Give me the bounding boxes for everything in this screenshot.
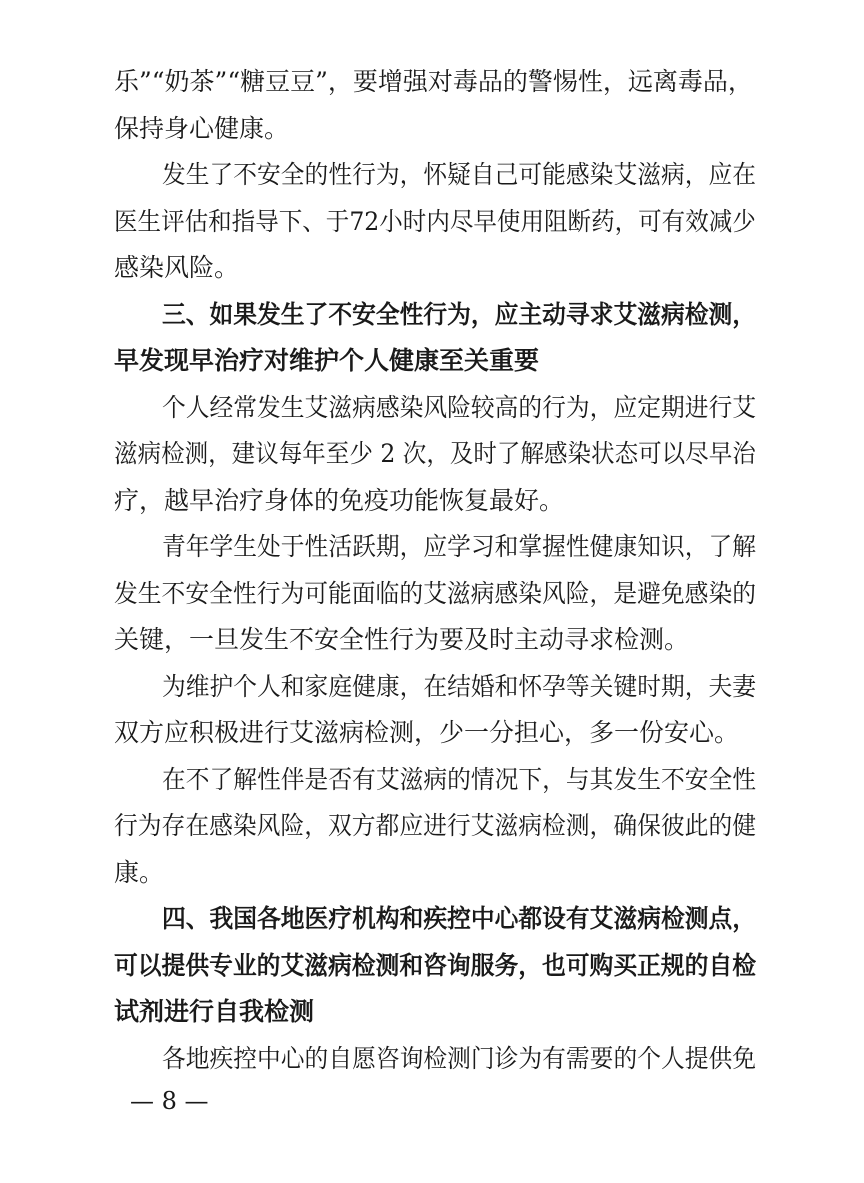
paragraph-line: 青年学生处于性活跃期，应学习和掌握性健康知识，了解 xyxy=(162,532,757,561)
paragraph-line: 行为存在感染风险，双方都应进行艾滋病检测，确保彼此的健 xyxy=(114,811,757,840)
section-heading: 试剂进行自我检测 xyxy=(114,997,315,1026)
paragraph-line: 关键，一旦发生不安全性行为要及时主动寻求检测。 xyxy=(114,625,690,654)
paragraph-line: 发生了不安全的性行为，怀疑自己可能感染艾滋病，应在 xyxy=(162,160,757,189)
paragraph-line: 滋病检测，建议每年至少 2 次，及时了解感染状态可以尽早治 xyxy=(114,439,756,468)
section-heading: 可以提供专业的艾滋病检测和咨询服务，也可购买正规的自检 xyxy=(114,951,757,980)
paragraph-line: 个人经常发生艾滋病感染风险较高的行为，应定期进行艾 xyxy=(162,393,757,422)
section-heading: 早发现早治疗对维护个人健康至关重要 xyxy=(114,346,540,375)
paragraph-line: 在不了解性伴是否有艾滋病的情况下，与其发生不安全性 xyxy=(162,765,757,794)
paragraph-line: 医生评估和指导下、于72小时内尽早使用阻断药，可有效减少 xyxy=(114,207,756,236)
paragraph-line: 感染风险。 xyxy=(114,253,240,282)
paragraph-line: 疗，越早治疗身体的免疫功能恢复最好。 xyxy=(114,486,565,515)
paragraph-line: 双方应积极进行艾滋病检测，少一分担心，多一份安心。 xyxy=(114,718,740,747)
page-number: — 8 — xyxy=(130,1087,209,1115)
paragraph-line: 保持身心健康。 xyxy=(114,114,290,143)
paragraph-line: 康。 xyxy=(114,858,165,887)
section-heading: 三、如果发生了不安全性行为，应主动寻求艾滋病检测， xyxy=(162,300,757,329)
paragraph-line: 乐”“奶茶”“糖豆豆”，要增强对毒品的警惕性，远离毒品， xyxy=(114,67,753,96)
paragraph-line: 发生不安全性行为可能面临的艾滋病感染风险，是避免感染的 xyxy=(114,579,757,608)
paragraph-line: 为维护个人和家庭健康，在结婚和怀孕等关键时期，夫妻 xyxy=(162,672,757,701)
section-heading: 四、我国各地医疗机构和疾控中心都设有艾滋病检测点， xyxy=(162,904,757,933)
paragraph-line: 各地疾控中心的自愿咨询检测门诊为有需要的个人提供免 xyxy=(162,1044,757,1073)
